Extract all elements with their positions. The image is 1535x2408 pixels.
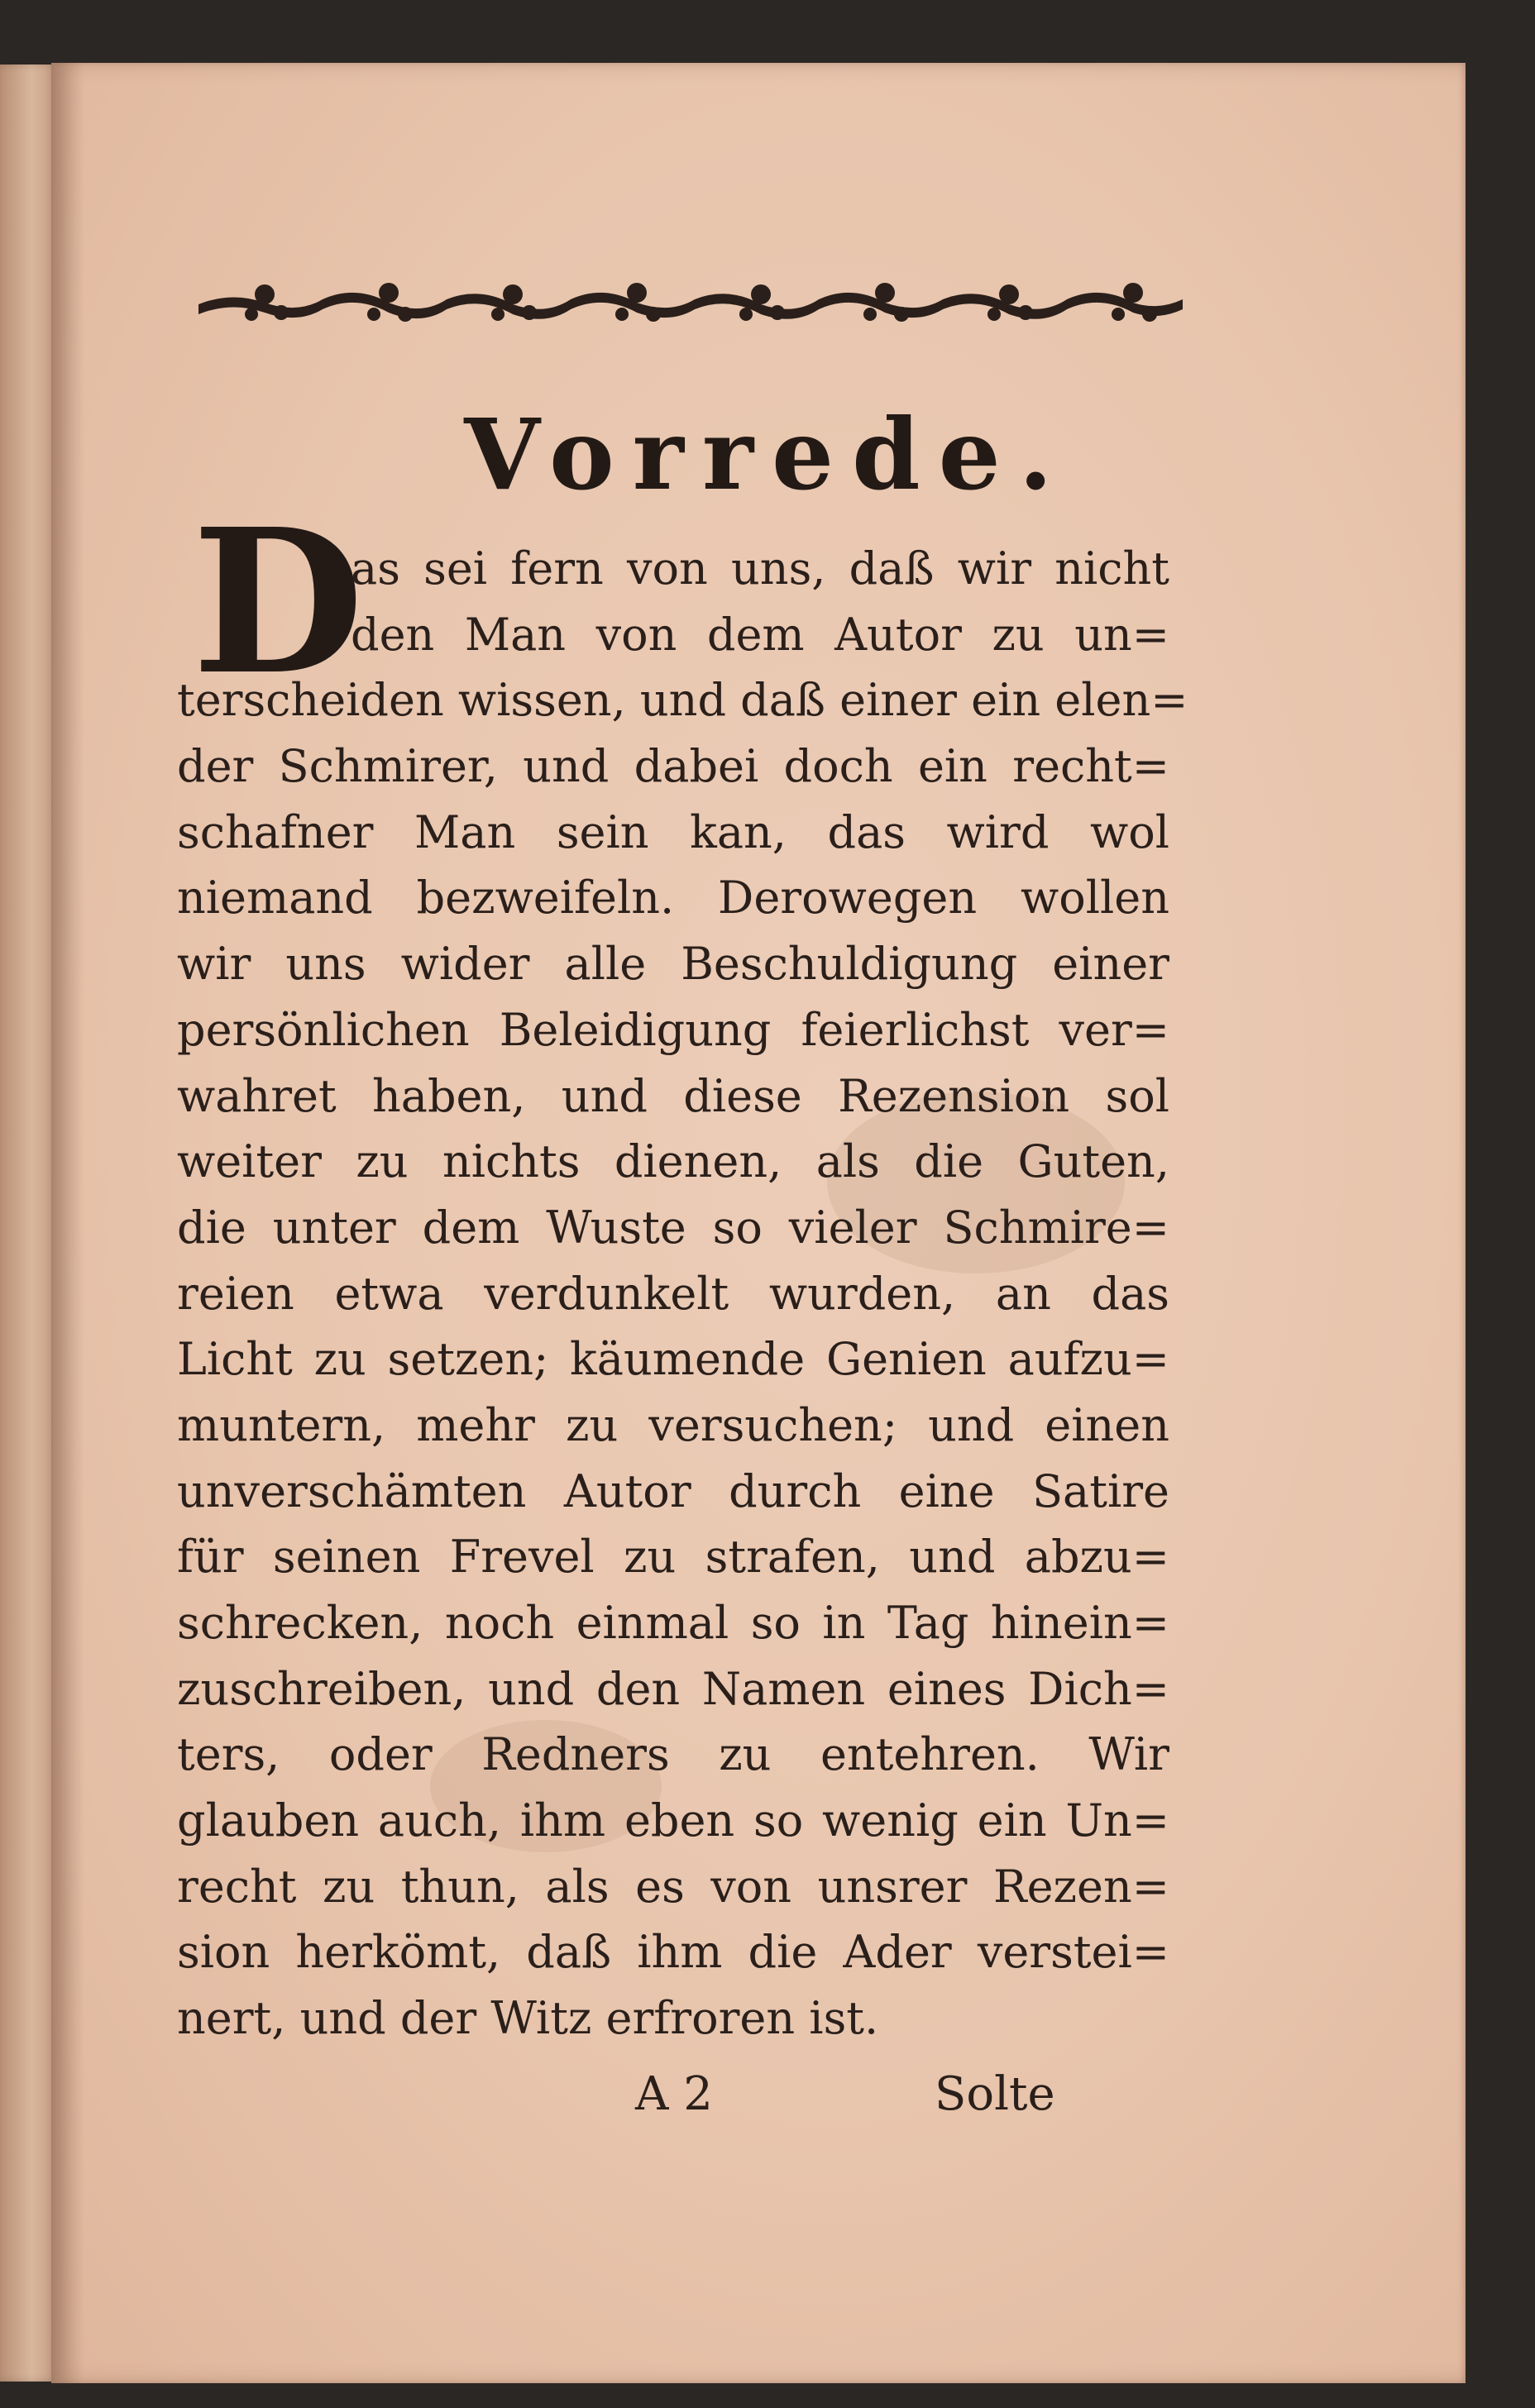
preface-text <box>177 536 1188 2052</box>
text-line: glauben auch, ihm eben so wenig ein Un= <box>177 1794 1169 1847</box>
signature-mark: A 2 <box>635 2067 713 2121</box>
page-title: Vorrede. <box>464 397 1071 512</box>
catchword: Solte <box>935 2067 1055 2121</box>
text-line: niemand bezweifeln. Derowegen wollen <box>177 872 1169 924</box>
text-line: unverschämten Autor durch eine Satire <box>177 1464 1169 1517</box>
text-line: zuschreiben, und den Namen eines Dich= <box>177 1662 1169 1715</box>
text-line: wahret haben, und diese Rezension sol <box>177 1069 1169 1122</box>
drop-cap: D <box>192 485 365 719</box>
text-line: recht zu thun, als es von unsrer Rezen= <box>177 1860 1169 1913</box>
text-line: terscheiden wissen, und daß einer ein elen= <box>177 674 1188 727</box>
text-line: reien etwa verdunkelt wurden, an das <box>177 1267 1169 1320</box>
text-line: schafner Man sein kan, das wird wol <box>177 805 1169 858</box>
text-line: ters, oder Redners zu entehren. Wir <box>177 1728 1169 1781</box>
text-line: nert, und der Witz erfroren ist. <box>177 1992 879 2045</box>
text-line: persönlichen Beleidigung feierlichst ver= <box>177 1003 1169 1056</box>
text-line: sion herkömt, daß ihm die Ader verstei= <box>177 1926 1169 1979</box>
text-line: weiter zu nichts dienen, als die Guten, <box>177 1135 1169 1188</box>
text-line: für seinen Frevel zu strafen, und abzu= <box>177 1531 1169 1584</box>
text-line: Licht zu setzen; käumende Genien aufzu= <box>177 1333 1169 1386</box>
floral-ornament-band <box>198 266 1183 332</box>
text-line: schrecken, noch einmal so in Tag hinein= <box>177 1597 1169 1649</box>
text-line: as sei fern von uns, daß wir nicht <box>351 542 1169 595</box>
text-line: wir uns wider alle Beschuldigung einer <box>177 938 1169 991</box>
text-line: die unter dem Wuste so vieler Schmire= <box>177 1201 1169 1254</box>
text-line: der Schmirer, und dabei doch ein recht= <box>177 740 1169 793</box>
text-line: muntern, mehr zu versuchen; und einen <box>177 1398 1169 1451</box>
text-line: den Man von dem Autor zu un= <box>351 608 1169 661</box>
